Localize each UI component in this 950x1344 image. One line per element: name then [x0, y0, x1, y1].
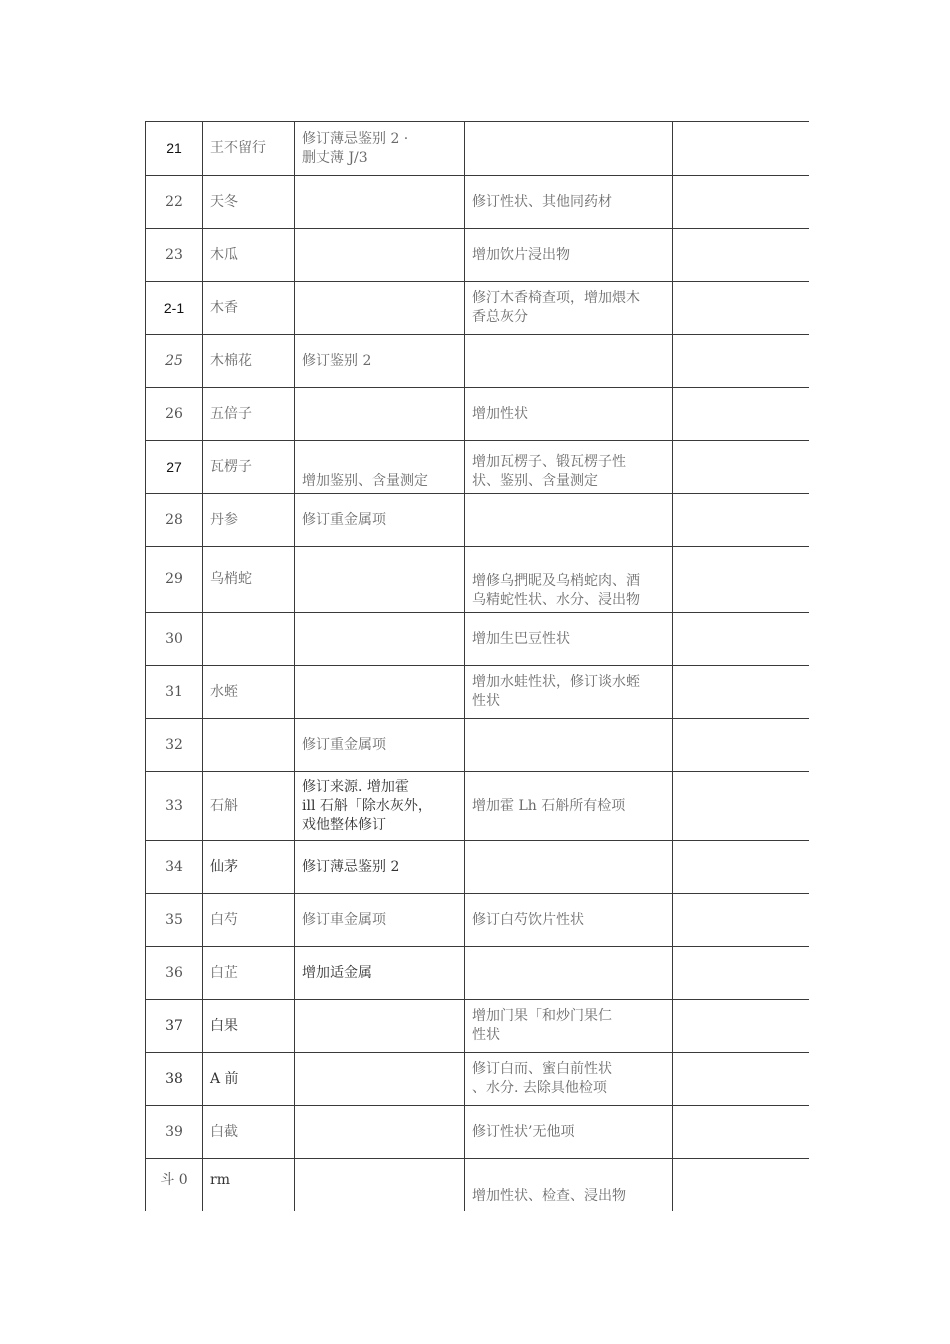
remarks-cell	[673, 282, 810, 335]
item-name: 木瓜	[203, 229, 295, 282]
table-row	[146, 894, 810, 947]
item-name: 五倍子	[203, 388, 295, 441]
row-number: 37	[146, 1000, 203, 1053]
remarks-cell	[673, 176, 810, 229]
row-number: 30	[146, 613, 203, 666]
row-number: 31	[146, 666, 203, 719]
row-number: 36	[146, 947, 203, 1000]
remarks-cell	[673, 547, 810, 613]
remarks-cell	[673, 947, 810, 1000]
revision-col-4	[465, 122, 673, 176]
table-row	[146, 1000, 810, 1053]
revision-col-3	[295, 1053, 465, 1106]
item-name: 白芷	[203, 947, 295, 1000]
revision-col-4: 修订白而、蜜白前性状 、水分. 去除具他检项	[465, 1053, 673, 1106]
row-number: 22	[146, 176, 203, 229]
item-name: rm	[203, 1159, 295, 1212]
revision-col-4: 修订白芍饮片性状	[465, 894, 673, 947]
remarks-cell	[673, 613, 810, 666]
row-number: 27	[146, 441, 203, 494]
remarks-cell	[673, 494, 810, 547]
revision-table	[145, 121, 809, 1211]
table-row	[146, 1159, 810, 1212]
row-number: 2-1	[146, 282, 203, 335]
row-number: 25	[146, 335, 203, 388]
item-name: 天冬	[203, 176, 295, 229]
item-name: 丹参	[203, 494, 295, 547]
remarks-cell	[673, 1106, 810, 1159]
revision-col-3	[295, 666, 465, 719]
table-row	[146, 666, 810, 719]
table-row	[146, 947, 810, 1000]
table-row	[146, 841, 810, 894]
row-number: 29	[146, 547, 203, 613]
item-name: A 前	[203, 1053, 295, 1106]
row-number: 33	[146, 772, 203, 841]
revision-col-3	[295, 176, 465, 229]
revision-col-3: 修订重金属项	[295, 494, 465, 547]
revision-col-3	[295, 229, 465, 282]
revision-col-3: 修订来源. 增加霍 ill 石斛「除水灰外， 戏他整体修订	[295, 772, 465, 841]
revision-col-3	[295, 613, 465, 666]
revision-col-4: 增修乌捫昵及乌梢蛇肉、酒 乌精蛇性状、水分、浸出物	[465, 547, 673, 613]
item-name: 木棉花	[203, 335, 295, 388]
remarks-cell	[673, 229, 810, 282]
item-name: 白果	[203, 1000, 295, 1053]
table-row	[146, 1053, 810, 1106]
table-row	[146, 176, 810, 229]
revision-col-4	[465, 494, 673, 547]
revision-col-4: 增加门果「和炒门果仁 性状	[465, 1000, 673, 1053]
table-row	[146, 613, 810, 666]
row-number: 32	[146, 719, 203, 772]
revision-col-4: 增加水蛙性状，修订谈水蛭 性状	[465, 666, 673, 719]
remarks-cell	[673, 1000, 810, 1053]
table-row	[146, 229, 810, 282]
row-number: 38	[146, 1053, 203, 1106]
item-name: 乌梢蛇	[203, 547, 295, 613]
revision-col-4: 增加性状	[465, 388, 673, 441]
item-name: 王不留行	[203, 122, 295, 176]
revision-col-3	[295, 1106, 465, 1159]
table-row	[146, 772, 810, 841]
revision-col-4: 增加霍 Lh 石斛所有检项	[465, 772, 673, 841]
remarks-cell	[673, 666, 810, 719]
revision-col-4: 增加瓦楞子、锻瓦楞子性 状、鉴别、含量测定	[465, 441, 673, 494]
revision-col-3	[295, 388, 465, 441]
remarks-cell	[673, 335, 810, 388]
table-row	[146, 1106, 810, 1159]
revision-col-3	[295, 1159, 465, 1212]
row-number: 斗 0	[146, 1159, 203, 1212]
table-row	[146, 547, 810, 613]
remarks-cell	[673, 1159, 810, 1212]
revision-col-3: 修订車金属项	[295, 894, 465, 947]
remarks-cell	[673, 719, 810, 772]
remarks-cell	[673, 388, 810, 441]
revision-col-3: 增加鉴别、含量测定	[295, 441, 465, 494]
document-table-container	[145, 121, 809, 1211]
revision-col-4: 增加饮片浸出物	[465, 229, 673, 282]
table-row	[146, 388, 810, 441]
revision-col-4	[465, 947, 673, 1000]
revision-col-3: 修订重金属项	[295, 719, 465, 772]
table-row	[146, 335, 810, 388]
item-name: 白截	[203, 1106, 295, 1159]
revision-col-4: 增加生巴豆性状	[465, 613, 673, 666]
table-row	[146, 282, 810, 335]
item-name	[203, 613, 295, 666]
row-number: 35	[146, 894, 203, 947]
revision-col-4: 增加性状、检查、浸出物	[465, 1159, 673, 1212]
revision-col-4	[465, 841, 673, 894]
row-number: 28	[146, 494, 203, 547]
revision-col-3: 修订鉴别 2	[295, 335, 465, 388]
revision-col-3: 修订薄忌鉴别 2 · 删丈薄 J/3	[295, 122, 465, 176]
revision-col-4: 修汀木香椅查项，增加煨木 香总灰分	[465, 282, 673, 335]
revision-col-3	[295, 1000, 465, 1053]
remarks-cell	[673, 441, 810, 494]
item-name: 石斛	[203, 772, 295, 841]
item-name: 木香	[203, 282, 295, 335]
row-number: 21	[146, 122, 203, 176]
item-name: 仙茅	[203, 841, 295, 894]
item-name: 瓦楞子	[203, 441, 295, 494]
remarks-cell	[673, 1053, 810, 1106]
table-row	[146, 122, 810, 176]
remarks-cell	[673, 772, 810, 841]
revision-col-4: 修订性状’无他项	[465, 1106, 673, 1159]
row-number: 23	[146, 229, 203, 282]
remarks-cell	[673, 894, 810, 947]
revision-col-3	[295, 282, 465, 335]
row-number: 26	[146, 388, 203, 441]
revision-col-3	[295, 547, 465, 613]
revision-col-3: 修订薄忌鉴别 2	[295, 841, 465, 894]
row-number: 34	[146, 841, 203, 894]
row-number: 39	[146, 1106, 203, 1159]
item-name: 白芍	[203, 894, 295, 947]
revision-col-4	[465, 335, 673, 388]
revision-col-3: 增加适金属	[295, 947, 465, 1000]
table-row	[146, 719, 810, 772]
revision-col-4: 修订性状、其他同药材	[465, 176, 673, 229]
remarks-cell	[673, 841, 810, 894]
item-name: 水蛭	[203, 666, 295, 719]
revision-col-4	[465, 719, 673, 772]
remarks-cell	[673, 122, 810, 176]
table-row	[146, 441, 810, 494]
table-row	[146, 494, 810, 547]
item-name	[203, 719, 295, 772]
